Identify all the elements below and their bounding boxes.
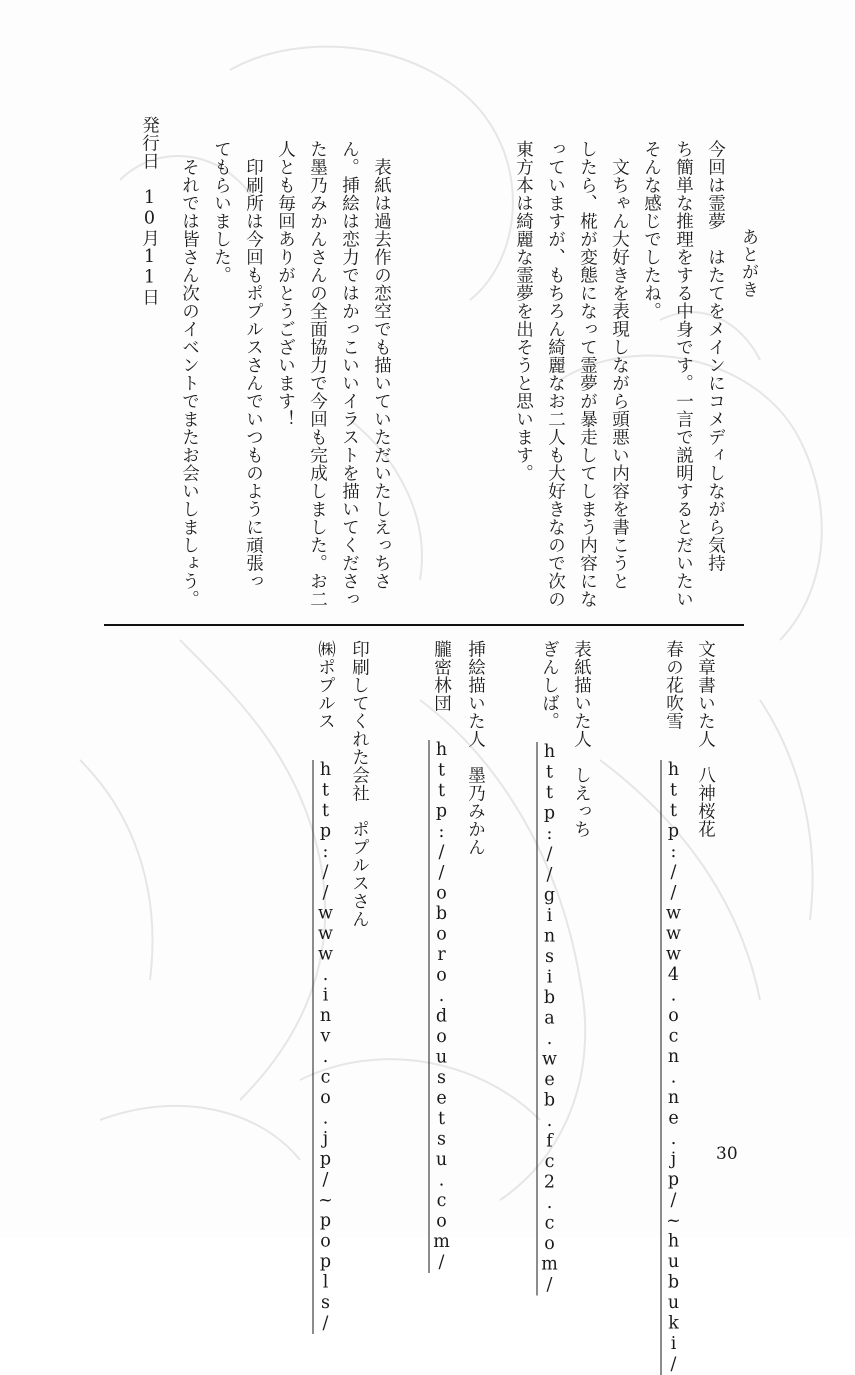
credit-name: 朧密林団	[431, 640, 452, 712]
afterword-line: それでは皆さん次のイベントでまたお会いしましょう。	[179, 140, 200, 608]
credit-url-link[interactable]: http://oboro.dousetsu.com/	[431, 740, 452, 1273]
afterword-line: た墨乃みかんさんの全面協力で今回も完成しました。お二	[307, 140, 328, 608]
credit-url-link[interactable]: http://www.inv.co.jp/~popls/	[315, 760, 336, 1334]
credit-label: 文章書いた人 八神桜花	[695, 640, 716, 838]
afterword-line: そんな感じでしたね。	[641, 140, 662, 320]
credit-label: 表紙描いた人 しえっち	[571, 640, 592, 838]
credit-url-link[interactable]: http://ginsiba.web.fc2.com/	[539, 742, 560, 1296]
credit-name: 春の花吹雪	[663, 640, 684, 730]
publication-date: 発行日 10月11日	[139, 116, 160, 306]
afterword-line: 表紙は過去作の恋空でも描いていただいたしえっちさ	[371, 140, 392, 590]
afterword-line: 印刷所は今回もポプルスさんでいつものように頑張っ	[243, 140, 264, 590]
afterword-heading: あとがき	[738, 228, 758, 298]
credit-label: 印刷してくれた会社 ポプルスさん	[349, 640, 370, 928]
credit-name: ぎんしば。	[539, 640, 560, 730]
afterword-line: したら、椛が変態になって霊夢が暴走してしまう内容にな	[577, 140, 598, 608]
afterword-line: 東方本は綺麗な霊夢を出そうと思います。	[513, 140, 534, 482]
afterword-line: 文ちゃん大好きを表現しながら頭悪い内容を書こうと	[609, 140, 630, 590]
page-number: 30	[716, 1144, 738, 1164]
credit-label: 挿絵描いた人 墨乃みかん	[465, 640, 486, 856]
afterword-line: っていますが、もちろん綺麗なお二人も大好きなので次の	[545, 140, 566, 608]
credit-url-link[interactable]: http://www4.ocn.ne.jp/~hubuki/	[663, 760, 684, 1375]
afterword-line: 人とも毎回ありがとうございます！	[275, 140, 296, 428]
afterword-line: ん。挿絵は恋力ではかっこいいイラストを描いてくださっ	[339, 140, 360, 608]
afterword-line: 今回は霊夢 はたてをメインにコメディしながら気持	[705, 140, 726, 572]
afterword-line: てもらいました。	[211, 140, 232, 284]
section-divider	[104, 624, 744, 626]
afterword-line: ち簡単な推理をする中身です。一言で説明するとだいたい	[673, 140, 694, 608]
credit-name: ㈱ポプルス	[315, 640, 336, 730]
